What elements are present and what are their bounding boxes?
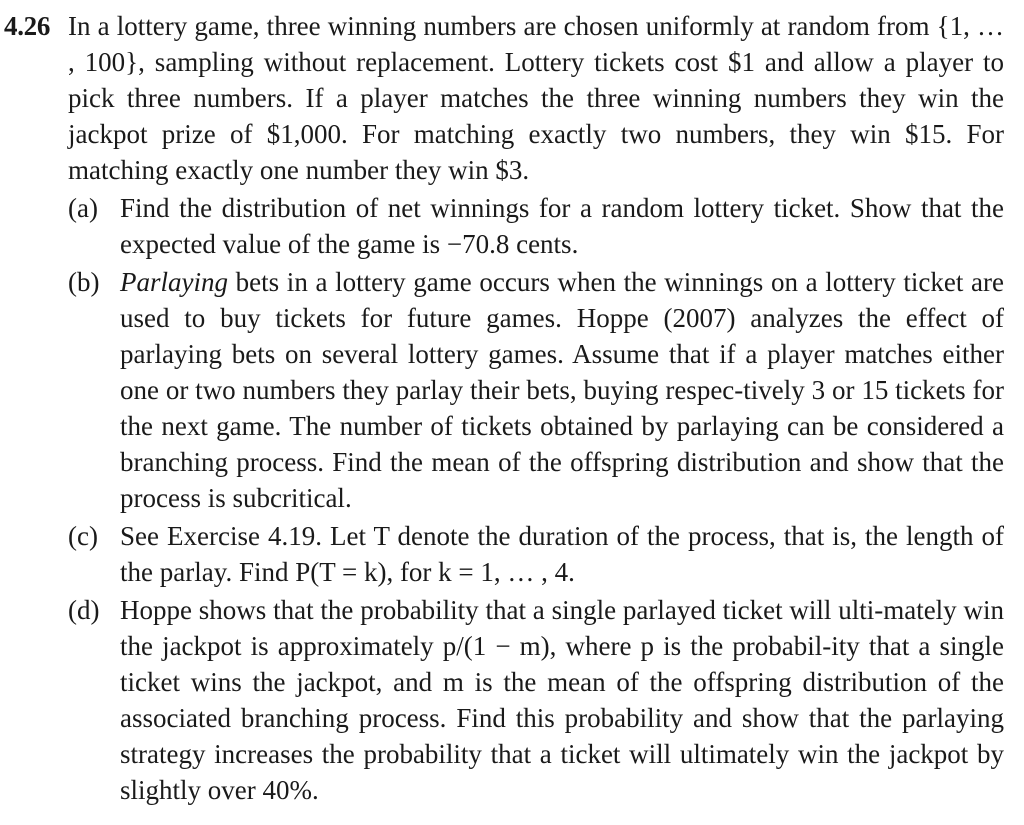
part-b-text (120, 264, 1004, 516)
problem-header (0, 8, 1024, 188)
part-c-label: (c) (68, 521, 98, 551)
part-b-italic-lead: Parlaying (120, 267, 228, 297)
part-d-label: (d) (68, 595, 100, 625)
part-a-text: Find the distribution of net winnings for a random lottery ticket. Show that the expected value of the game is −70.8 cents. (120, 193, 1004, 259)
part-b-label: (b) (68, 267, 100, 297)
part-c (68, 518, 1024, 590)
part-a-label: (a) (68, 193, 98, 223)
part-b-body: bets in a lottery game occurs when the winnings on a lottery ticket are used to buy tickets for future games. Hoppe (2007) analyzes the effect of parlaying bets on several lottery games. Assume that if a player matches either one or two numbers they parlay their bets, buying respec-tively 3 or 15 tickets for the next game. The number of tickets obtained by parlaying can be considered a branching process. Find the mean of the offspring distribution and show that the process is subcritical. (120, 267, 1004, 513)
part-b (68, 264, 1024, 516)
problem-parts (68, 190, 1024, 808)
part-d (68, 592, 1024, 808)
problem-intro: In a lottery game, three winning numbers are chosen uniformly at random from {1, … , 100}, sampling without replacement. Lottery tickets cost $1 and allow a player to pick three numbers. If a player matches the three winning numbers they win the jackpot prize of $1,000. For matching exactly two numbers, they win $15. For matching exactly one number they win $3. (68, 11, 1004, 185)
part-c-text: See Exercise 4.19. Let T denote the duration of the process, that is, the length of the parlay. Find P(T = k), for k = 1, … , 4. (120, 521, 1004, 587)
part-a (68, 190, 1024, 262)
problem-number: 4.26 (4, 11, 51, 41)
exercise-page (0, 8, 1024, 808)
part-d-text: Hoppe shows that the probability that a single parlayed ticket will ulti-mately win the jackpot is approximately p/(1 − m), where p is the probabil-ity that a single ticket wins the jackpot, and m is the mean of the offspring distribution of the associated branching process. Find this probability and show that the parlaying strategy increases the probability that a ticket will ultimately win the jackpot by slightly over 40%. (120, 595, 1004, 805)
